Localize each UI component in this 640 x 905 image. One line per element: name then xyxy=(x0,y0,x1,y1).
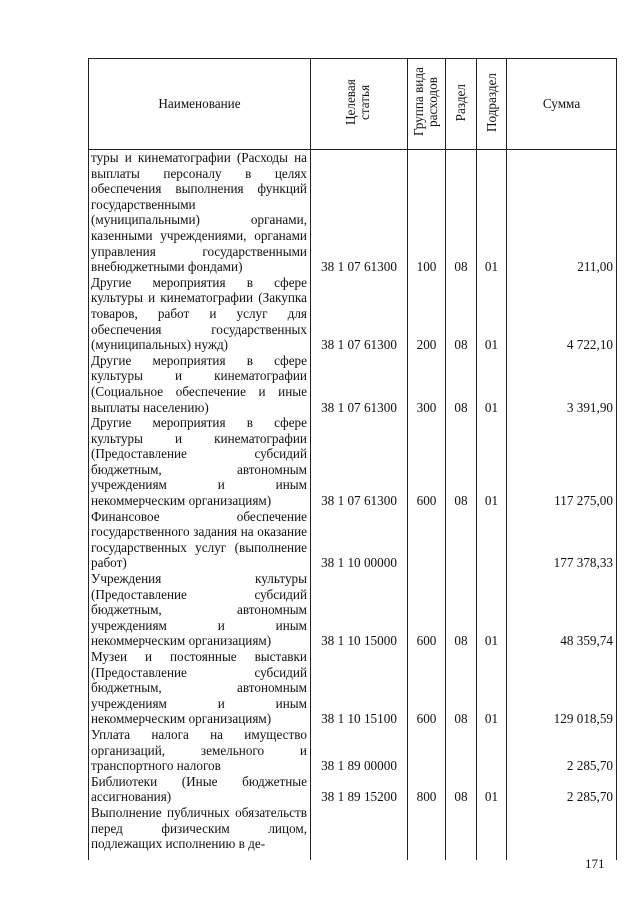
row-section: 08 xyxy=(446,353,477,415)
row-target: 38 1 07 61300 xyxy=(311,150,408,275)
header-expense-group: Группа вида расходов xyxy=(408,59,446,150)
row-group: 800 xyxy=(408,774,446,805)
row-name: Другие мероприятия в сфере культуры и кинематографии (Закупка товаров, работ и услуг для обеспечения государственных (муниципальных) нужд) xyxy=(89,275,311,353)
row-name: Библиотеки (Иные бюджетные ассигнования) xyxy=(89,774,311,805)
row-group: 600 xyxy=(408,571,446,649)
table-row xyxy=(89,275,617,353)
row-group xyxy=(408,509,446,571)
row-section xyxy=(446,805,477,860)
row-subsection: 01 xyxy=(477,275,507,353)
row-group: 100 xyxy=(408,150,446,275)
row-name: Выполнение публичных обязательств перед физическим лицом, подлежащих исполнению в де- xyxy=(89,805,311,860)
row-sum: 129 018,59 xyxy=(507,649,617,727)
row-name: Другие мероприятия в сфере культуры и кинематографии (Предоставление субсидий бюджетным, автономным учреждениям и иным некоммерческим организациям) xyxy=(89,415,311,509)
row-name: Учреждения культуры (Предоставление субсидий бюджетным, автономным учреждениям и иным некоммерческим организациям) xyxy=(89,571,311,649)
budget-table xyxy=(88,58,617,860)
header-name: Наименование xyxy=(89,59,311,150)
row-subsection: 01 xyxy=(477,649,507,727)
row-group: 600 xyxy=(408,415,446,509)
row-subsection: 01 xyxy=(477,571,507,649)
row-target: 38 1 10 00000 xyxy=(311,509,408,571)
row-sum: 4 722,10 xyxy=(507,275,617,353)
row-target: 38 1 07 61300 xyxy=(311,415,408,509)
row-sum: 2 285,70 xyxy=(507,727,617,774)
row-group: 300 xyxy=(408,353,446,415)
row-subsection xyxy=(477,727,507,774)
row-sum: 117 275,00 xyxy=(507,415,617,509)
row-name: туры и кинематографии (Расходы на выплаты персоналу в целях обеспечения выполнения функций государственными (муниципальными) органами, казенными учреждениями, органами управления государственными внебюджетными фондами) xyxy=(89,150,311,275)
row-target: 38 1 89 15200 xyxy=(311,774,408,805)
header-subsection: Подраздел xyxy=(477,59,507,150)
row-section: 08 xyxy=(446,571,477,649)
row-sum: 48 359,74 xyxy=(507,571,617,649)
table-row xyxy=(89,353,617,415)
row-group: 200 xyxy=(408,275,446,353)
table-row xyxy=(89,727,617,774)
row-sum: 2 285,70 xyxy=(507,774,617,805)
row-sum: 211,00 xyxy=(507,150,617,275)
row-subsection: 01 xyxy=(477,353,507,415)
table-row xyxy=(89,649,617,727)
row-group xyxy=(408,727,446,774)
row-subsection xyxy=(477,805,507,860)
row-name: Другие мероприятия в сфере культуры и кинематографии (Социальное обеспечение и иные выплаты населению) xyxy=(89,353,311,415)
row-target: 38 1 07 61300 xyxy=(311,275,408,353)
table-row xyxy=(89,150,617,275)
row-subsection: 01 xyxy=(477,774,507,805)
header-target-article: Целевая статья xyxy=(311,59,408,150)
row-subsection xyxy=(477,509,507,571)
row-name: Музеи и постоянные выставки (Предоставление субсидий бюджетным, автономным учреждениям и иным некоммерческим организациям) xyxy=(89,649,311,727)
row-section: 08 xyxy=(446,649,477,727)
row-subsection: 01 xyxy=(477,150,507,275)
page-number: 171 xyxy=(585,856,605,871)
row-name: Уплата налога на имущество организаций, земельного и транспортного налогов xyxy=(89,727,311,774)
row-section xyxy=(446,509,477,571)
row-section: 08 xyxy=(446,275,477,353)
row-target: 38 1 89 00000 xyxy=(311,727,408,774)
table-row xyxy=(89,415,617,509)
row-group: 600 xyxy=(408,649,446,727)
row-group xyxy=(408,805,446,860)
row-target xyxy=(311,805,408,860)
table-row xyxy=(89,774,617,805)
header-row xyxy=(89,59,617,150)
row-section: 08 xyxy=(446,774,477,805)
row-section: 08 xyxy=(446,150,477,275)
header-section: Раздел xyxy=(446,59,477,150)
row-sum xyxy=(507,805,617,860)
row-target: 38 1 10 15000 xyxy=(311,571,408,649)
row-name: Финансовое обеспечение государственного задания на оказание государственных услуг (выполнение работ) xyxy=(89,509,311,571)
table-row xyxy=(89,509,617,571)
row-target: 38 1 10 15100 xyxy=(311,649,408,727)
row-sum: 177 378,33 xyxy=(507,509,617,571)
row-target: 38 1 07 61300 xyxy=(311,353,408,415)
row-section: 08 xyxy=(446,415,477,509)
table-row xyxy=(89,571,617,649)
row-subsection: 01 xyxy=(477,415,507,509)
row-sum: 3 391,90 xyxy=(507,353,617,415)
row-section xyxy=(446,727,477,774)
table-row xyxy=(89,805,617,860)
header-sum: Сумма xyxy=(507,59,617,150)
